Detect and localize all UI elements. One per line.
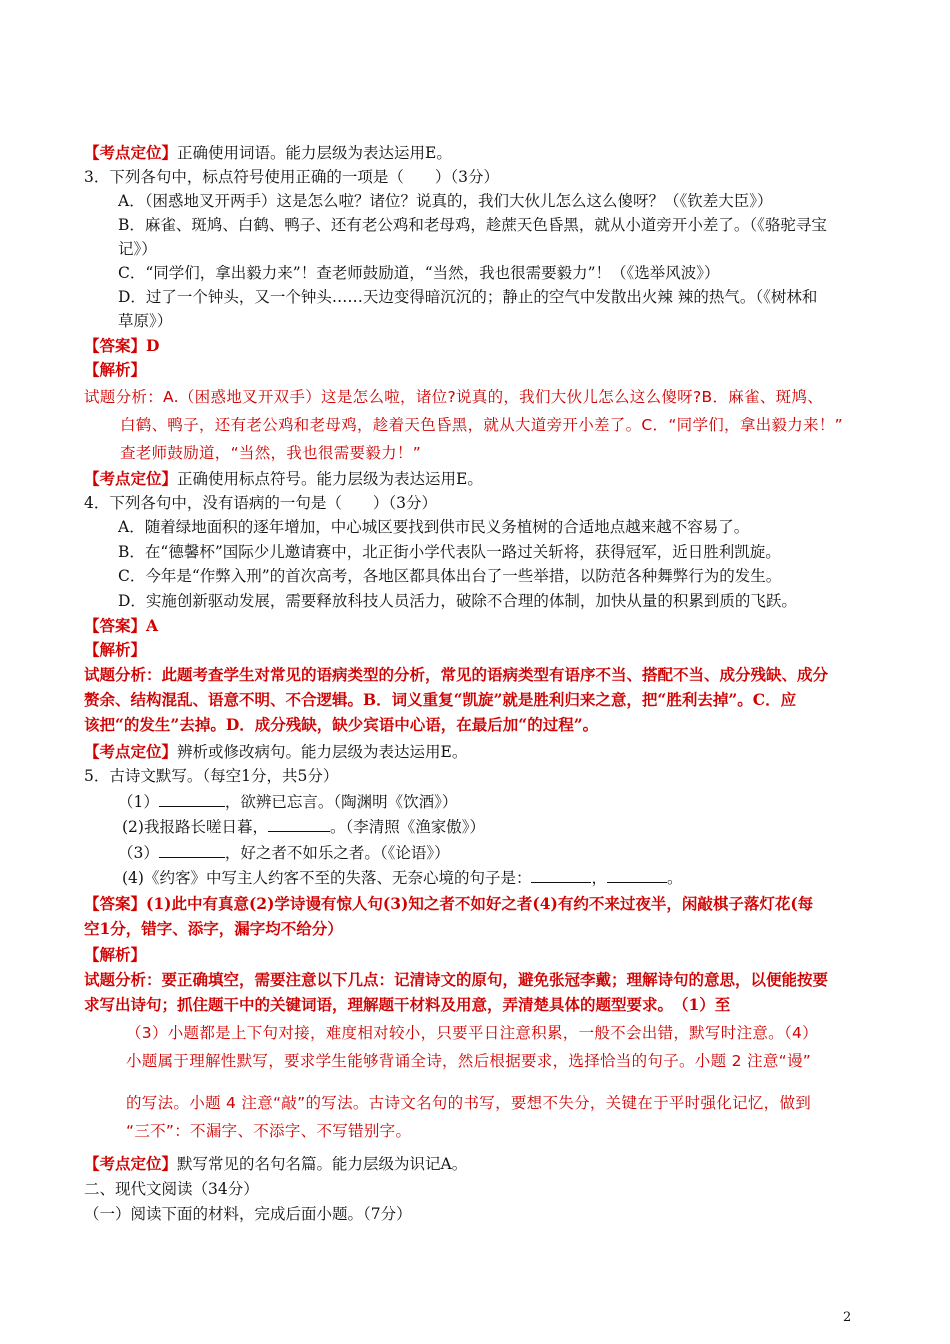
- q5-s4-comma: ，: [591, 869, 607, 887]
- answer-value: A: [146, 616, 159, 635]
- q3-analysis-line1: 试题分析：A.（困惑地叉开双手）这是怎么啦，诸位?说真的，我们大伙儿怎么这么傻呀?B．麻雀、斑鸠、: [84, 388, 824, 406]
- fill-blank: [268, 817, 330, 832]
- q4-answer: [84, 615, 158, 637]
- q5-s2-suffix: 。（李清照《渔家傲》）: [329, 818, 485, 836]
- q5-stem: 5．古诗文默写。（每空1分，共5分）: [84, 767, 339, 785]
- kaodian-text: 辨析或修改病句。能力层级为表达运用E。: [177, 743, 468, 761]
- q3-option-d-cont: 草原》）: [118, 312, 173, 330]
- q3-answer: [84, 335, 159, 357]
- q4-option-b: B．在“德馨杯”国际少儿邀请赛中，北正街小学代表队一路过关斩将，获得冠军，近日胜利凯旋。: [118, 543, 781, 561]
- q5-s2-prefix: (2)我报路长嗟日暮，: [122, 818, 268, 836]
- answer-value: D: [146, 336, 160, 355]
- q5-analysis-line5: 的写法。小题 4 注意“敲”的写法。古诗文名句的书写，要想不失分，关键在于平时强化记忆，做到: [126, 1094, 812, 1112]
- q5-analysis-line4: 小题属于理解性默写，要求学生能够背诵全诗，然后根据要求，选择恰当的句子。小题 2 注意“谩”: [126, 1052, 812, 1070]
- q5-s3-prefix: （3）: [118, 844, 159, 862]
- q5-answer-cont: 空1分，错字、添字，漏字均不给分）: [84, 919, 343, 938]
- q3-option-b-cont: 记》）: [118, 240, 157, 258]
- kaodian-tag: 【考点定位】: [84, 469, 178, 488]
- q5-s1-suffix: ，欲辨已忘言。（陶渊明《饮酒》）: [224, 793, 458, 811]
- q3-stem: 3．下列各句中，标点符号使用正确的一项是（ ）（3分）: [84, 168, 499, 186]
- q5-analysis-line1: 试题分析：要正确填空，需要注意以下几点：记清诗文的原句，避免张冠李戴；理解诗句的意思，以便能按要: [84, 970, 829, 989]
- fill-blank: [531, 868, 591, 883]
- kaodian-text: 默写常见的名句名篇。能力层级为识记A。: [177, 1155, 468, 1173]
- q5-jiexi-heading: 【解析】: [84, 945, 147, 964]
- q3-option-d: D．过了一个钟头，又一个钟头……天边变得暗沉沉的；静止的空气中发散出火辣 辣的热气。（《树林和: [118, 288, 818, 306]
- q5-kaodian: [84, 1153, 467, 1175]
- q5-s4-suffix: 。: [666, 869, 683, 887]
- q3-jiexi-heading: 【解析】: [84, 360, 147, 379]
- answer-tag: 【答案】: [84, 894, 147, 913]
- q5-s3-suffix: ，好之者不如乐之者。（《论语》）: [224, 844, 450, 862]
- q5-s4-prefix: (4)《约客》中写主人约客不至的失落、无奈心境的句子是：: [122, 869, 532, 887]
- fill-blank: [159, 843, 225, 858]
- answer-value: (1)此中有真意(2)学诗谩有惊人句(3)知之者不如好之者(4)有约不来过夜半，闲敲棋子落灯花(每: [146, 894, 814, 913]
- q5-s1-prefix: （1）: [118, 793, 159, 811]
- q4-stem: 4．下列各句中，没有语病的一句是（ ）（3分）: [84, 494, 437, 512]
- kaodian-text: 正确使用词语。能力层级为表达运用E。: [177, 144, 452, 162]
- section2-title: 二、现代文阅读（34分）: [84, 1180, 259, 1198]
- fill-blank: [607, 868, 667, 883]
- q3-option-c: C．“同学们，拿出毅力来”！查老师鼓励道，“当然，我也很需要毅力”！（《选举风波》）: [118, 264, 720, 282]
- q5-sentence-4: [122, 867, 683, 889]
- q4-analysis-line2: 赘余、结构混乱、语意不明、不合逻辑。B．词义重复“凯旋”就是胜利归来之意，把“胜利去掉”。C．应: [84, 690, 797, 709]
- q4-analysis-line1: 试题分析：此题考查学生对常见的语病类型的分析，常见的语病类型有语序不当、搭配不当、成分残缺、成分: [84, 665, 829, 684]
- q3-analysis-line2: 白鹤、鸭子，还有老公鸡和老母鸡，趁着天色昏黑，就从大道旁开小差了。C．“同学们，拿出毅力来！”: [120, 416, 843, 434]
- kaodian-text: 正确使用标点符号。能力层级为表达运用E。: [177, 470, 483, 488]
- q5-sentence-1: [118, 791, 457, 813]
- kaodian-tag: 【考点定位】: [84, 1154, 178, 1173]
- kaodian-tag: 【考点定位】: [84, 143, 178, 162]
- q5-sentence-2: [122, 816, 485, 838]
- answer-tag: 【答案】: [84, 616, 147, 635]
- q4-option-a: A．随着绿地面积的逐年增加，中心城区要找到供市民义务植树的合适地点越来越不容易了。: [118, 518, 750, 536]
- q4-kaodian: [84, 741, 467, 763]
- kaodian-tag: 【考点定位】: [84, 742, 178, 761]
- q4-option-d: D．实施创新驱动发展，需要释放科技人员活力，破除不合理的体制，加快从量的积累到质的飞跃。: [118, 592, 797, 610]
- q3-analysis-line3: 查老师鼓励道，“当然，我也很需要毅力！”: [120, 444, 422, 462]
- q5-analysis-line6: “三不”：不漏字、不添字、不写错别字。: [126, 1122, 412, 1140]
- q5-analysis-line3: （3）小题都是上下句对接，难度相对较小，只要平日注意积累，一般不会出错，默写时注意。（4）: [126, 1024, 818, 1042]
- q3-option-a: A．（困惑地叉开两手）这是怎么啦？诸位？说真的，我们大伙儿怎么这么傻呀？（《钦差大臣》）: [118, 192, 773, 210]
- q4-jiexi-heading: 【解析】: [84, 640, 147, 659]
- q5-answer: [84, 893, 813, 915]
- fill-blank: [159, 792, 225, 807]
- section2-subtitle: （一）阅读下面的材料，完成后面小题。（7分）: [84, 1205, 412, 1223]
- q4-analysis-line3: 该把“的发生”去掉。D．成分残缺，缺少宾语中心语，在最后加“的过程”。: [84, 715, 599, 734]
- q3-option-b: B．麻雀、斑鸠、白鹤、鸭子、还有老公鸡和老母鸡，趁蔗天色昏黑，就从小道旁开小差了。（《骆驼寻宝: [118, 216, 827, 234]
- q5-sentence-3: [118, 842, 450, 864]
- q2-kaodian: [84, 142, 452, 164]
- q3-kaodian: [84, 468, 483, 490]
- q5-analysis-line2: 求写出诗句；抓住题干中的关键词语，理解题干材料及用意，弄清楚具体的题型要求。 （1）至: [84, 995, 731, 1014]
- q4-option-c: C．今年是“作弊入刑”的首次高考，各地区都具体出台了一些举措，以防范各种舞弊行为的发生。: [118, 567, 782, 585]
- answer-tag: 【答案】: [84, 336, 147, 355]
- page-number: 2: [843, 1310, 852, 1325]
